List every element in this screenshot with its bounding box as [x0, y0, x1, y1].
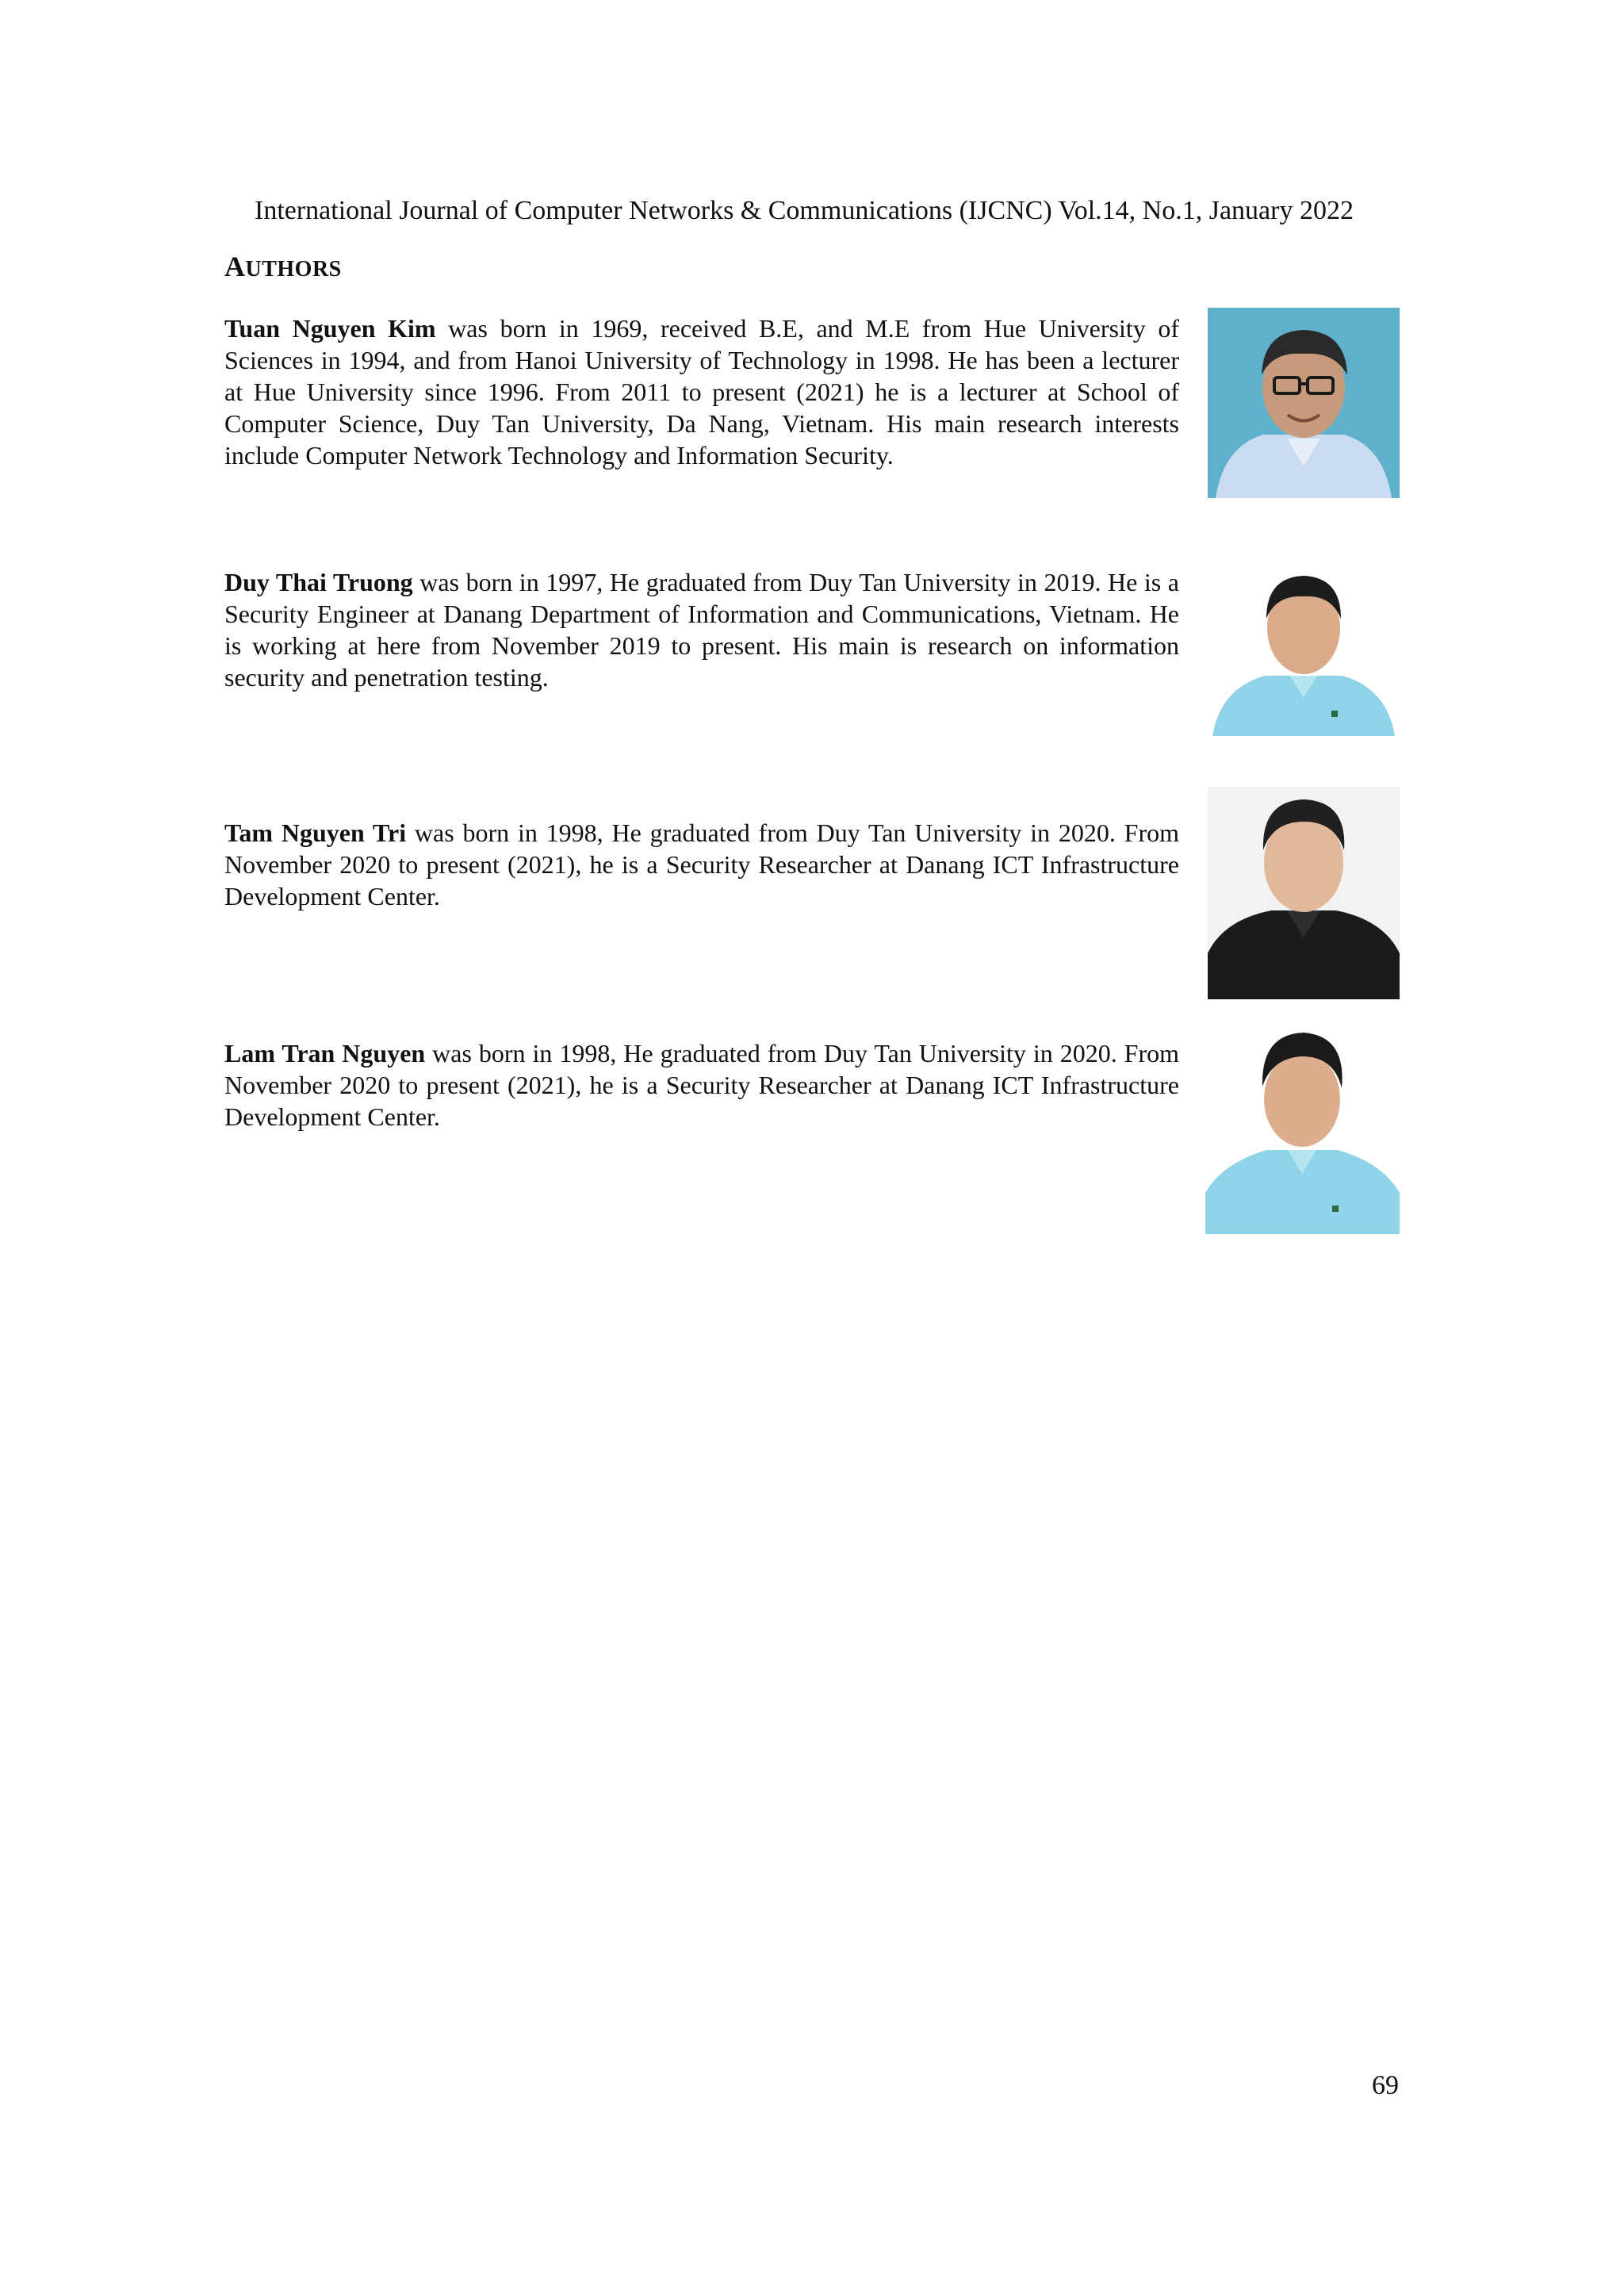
author-bio-text: was born in 1998, He graduated from Duy Tan University in 2020. From November 2020 to present (2021), he is a Security Researcher at Danang ICT Infrastructure Development Center. — [224, 1039, 1180, 1131]
section-heading — [224, 249, 342, 287]
section-heading-initial: A — [224, 251, 246, 282]
author-name: Tam Nguyen Tri — [224, 818, 407, 847]
author-bio-4 — [224, 1037, 1179, 1133]
author-bio-3 — [224, 817, 1179, 912]
author-photo-3 — [1208, 787, 1400, 999]
running-header: International Journal of Computer Networks & Communications (IJCNC) Vol.14, No.1, January 2022 — [255, 196, 1354, 225]
author-name: Tuan Nguyen Kim — [224, 314, 436, 343]
page-number: 69 — [1372, 2071, 1399, 2100]
section-heading-rest: UTHORS — [245, 257, 342, 282]
author-bio-2 — [224, 566, 1179, 693]
author-photo-4 — [1205, 1023, 1400, 1234]
author-name: Duy Thai Truong — [224, 568, 413, 596]
author-photo-1 — [1208, 308, 1400, 498]
author-name: Lam Tran Nguyen — [224, 1039, 426, 1068]
author-bio-1 — [224, 312, 1179, 471]
author-bio-text: was born in 1969, received B.E, and M.E from Hue University of Sciences in 1994, and from Hanoi University of Technology in 1998. He has been a lecturer at Hue University since 1996. From 2011 to present (2021) he is a lecturer at School of Computer Science, Duy Tan University, Da Nang, Vietnam. His main research interests include Computer Network Technology and Information Security. — [224, 314, 1180, 470]
author-bio-text: was born in 1998, He graduated from Duy Tan University in 2020. From November 2020 to present (2021), he is a Security Researcher at Danang ICT Infrastructure Development Center. — [224, 818, 1179, 910]
author-photo-2 — [1208, 555, 1400, 736]
author-bio-text: was born in 1997, He graduated from Duy Tan University in 2019. He is a Security Engineer at Danang Department of Information and Communications, Vietnam. He is working at here from November 2019 to present. His main is research on information security and penetration testing. — [224, 568, 1180, 692]
